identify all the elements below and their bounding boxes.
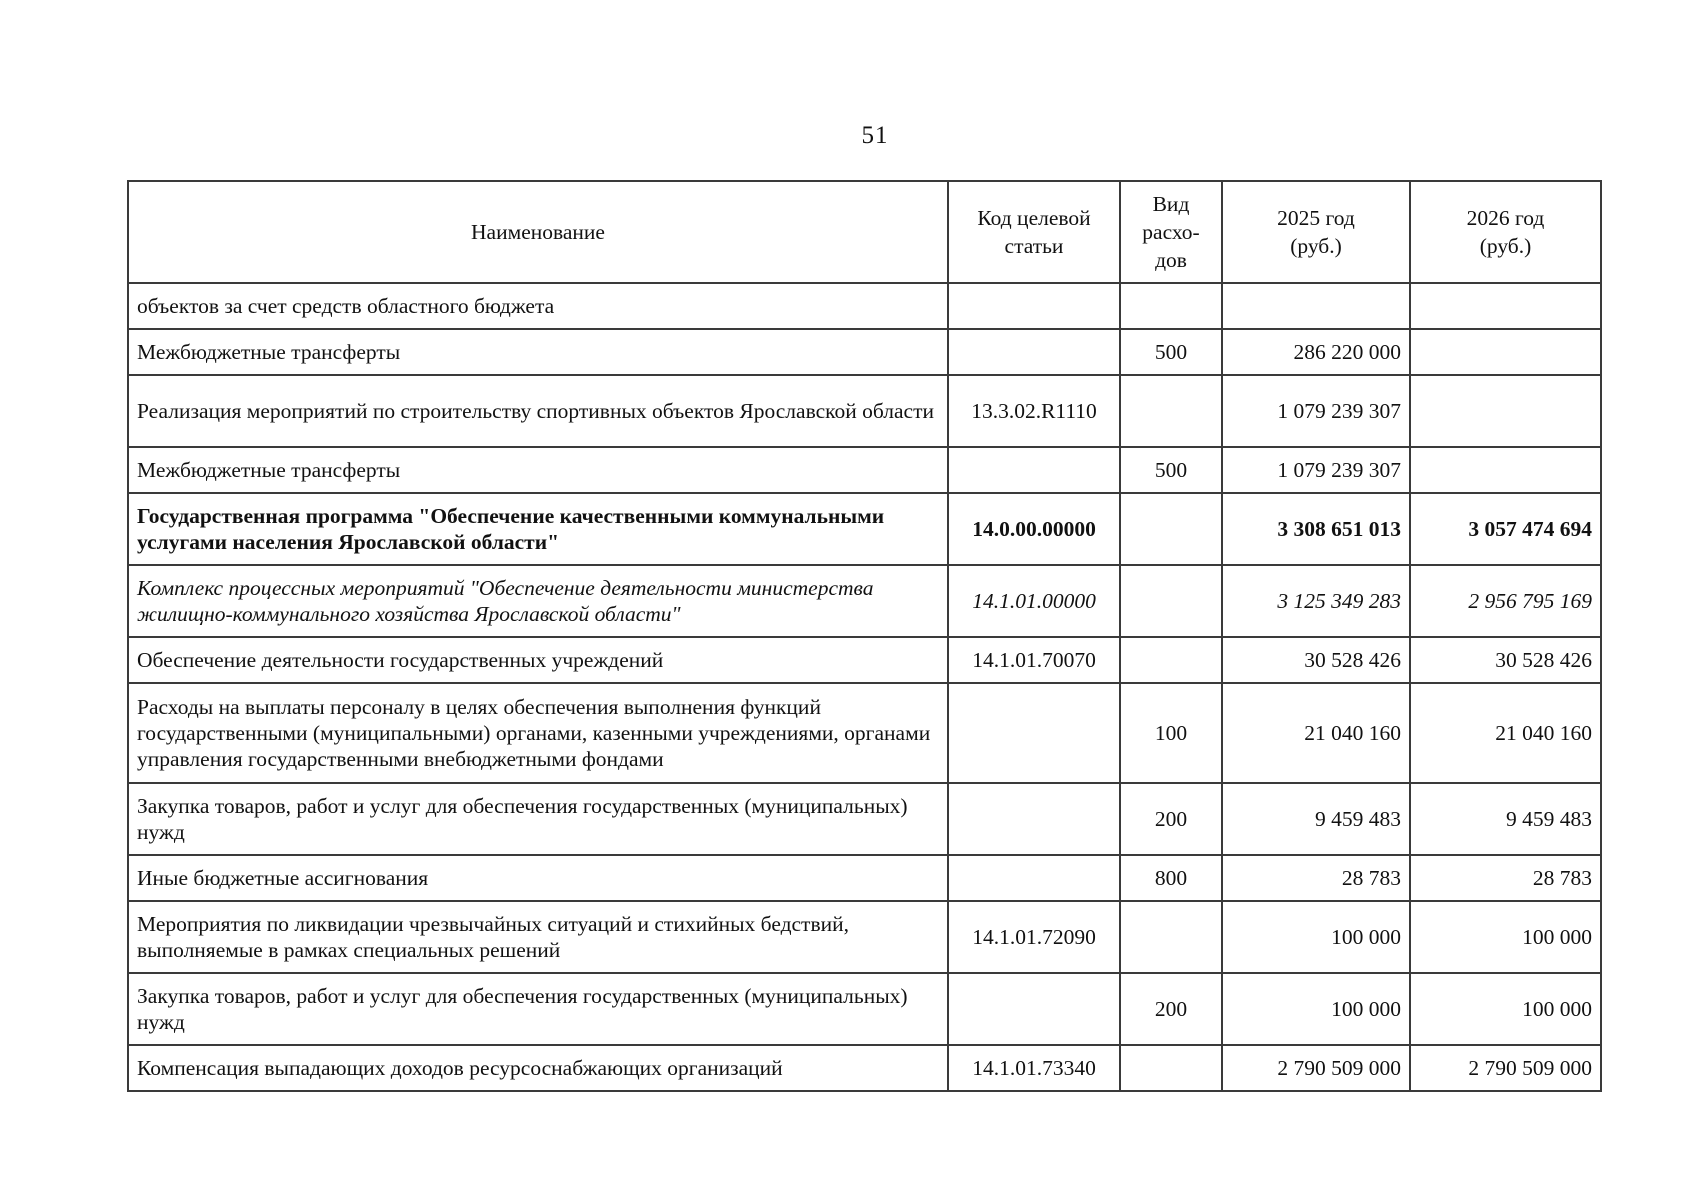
row-2026 <box>1410 447 1601 493</box>
row-2026 <box>1410 375 1601 447</box>
header-2026: 2026 год (руб.) <box>1410 181 1601 283</box>
row-name: Межбюджетные трансферты <box>128 329 948 375</box>
page-number: 51 <box>861 122 889 149</box>
row-2026: 9 459 483 <box>1410 783 1601 855</box>
row-code <box>948 973 1120 1045</box>
row-2026 <box>1410 283 1601 329</box>
row-code <box>948 283 1120 329</box>
row-name: Иные бюджетные ассигнования <box>128 855 948 901</box>
row-2025: 1 079 239 307 <box>1222 375 1410 447</box>
budget-table <box>127 180 1602 1092</box>
row-2026: 21 040 160 <box>1410 683 1601 783</box>
row-kind <box>1120 1045 1222 1091</box>
row-2026: 28 783 <box>1410 855 1601 901</box>
row-code <box>948 783 1120 855</box>
row-name: Межбюджетные трансферты <box>128 447 948 493</box>
row-kind <box>1120 565 1222 637</box>
row-kind: 800 <box>1120 855 1222 901</box>
header-code: Код целевой статьи <box>948 181 1120 283</box>
table-row <box>128 901 1601 973</box>
row-kind <box>1120 637 1222 683</box>
table-row <box>128 283 1601 329</box>
header-name: Наименование <box>128 181 948 283</box>
row-code <box>948 447 1120 493</box>
row-kind <box>1120 283 1222 329</box>
row-2025: 100 000 <box>1222 973 1410 1045</box>
row-name: Компенсация выпадающих доходов ресурсоснабжающих организаций <box>128 1045 948 1091</box>
row-2025: 3 125 349 283 <box>1222 565 1410 637</box>
row-name: Закупка товаров, работ и услуг для обеспечения государственных (муниципальных) нужд <box>128 973 948 1045</box>
row-code: 14.1.01.72090 <box>948 901 1120 973</box>
row-code: 13.3.02.R1110 <box>948 375 1120 447</box>
row-code: 14.0.00.00000 <box>948 493 1120 565</box>
row-2026: 30 528 426 <box>1410 637 1601 683</box>
row-kind: 500 <box>1120 329 1222 375</box>
row-2025: 30 528 426 <box>1222 637 1410 683</box>
row-2025: 9 459 483 <box>1222 783 1410 855</box>
row-2025: 2 790 509 000 <box>1222 1045 1410 1091</box>
row-code: 14.1.01.00000 <box>948 565 1120 637</box>
table-row <box>128 783 1601 855</box>
row-kind: 200 <box>1120 973 1222 1045</box>
row-kind <box>1120 375 1222 447</box>
header-2025: 2025 год (руб.) <box>1222 181 1410 283</box>
table-row <box>128 683 1601 783</box>
row-2026: 100 000 <box>1410 901 1601 973</box>
table-row <box>128 565 1601 637</box>
row-2026: 3 057 474 694 <box>1410 493 1601 565</box>
table-row <box>128 329 1601 375</box>
row-name: Реализация мероприятий по строительству спортивных объектов Ярославской области <box>128 375 948 447</box>
row-name: Государственная программа "Обеспечение качественными коммунальными услугами населения Ярославской области" <box>128 493 948 565</box>
row-kind <box>1120 901 1222 973</box>
row-2025: 28 783 <box>1222 855 1410 901</box>
table-row <box>128 493 1601 565</box>
row-2025: 1 079 239 307 <box>1222 447 1410 493</box>
row-2025: 286 220 000 <box>1222 329 1410 375</box>
row-kind <box>1120 493 1222 565</box>
row-2025 <box>1222 283 1410 329</box>
header-kind: Вид расхо- дов <box>1120 181 1222 283</box>
row-code: 14.1.01.73340 <box>948 1045 1120 1091</box>
row-kind: 200 <box>1120 783 1222 855</box>
row-kind: 500 <box>1120 447 1222 493</box>
row-kind: 100 <box>1120 683 1222 783</box>
row-2025: 21 040 160 <box>1222 683 1410 783</box>
table-row <box>128 1045 1601 1091</box>
row-2026: 100 000 <box>1410 973 1601 1045</box>
row-name: Обеспечение деятельности государственных учреждений <box>128 637 948 683</box>
row-name: Комплекс процессных мероприятий "Обеспечение деятельности министерства жилищно-коммунального хозяйства Ярославской области" <box>128 565 948 637</box>
table-row <box>128 637 1601 683</box>
row-2026: 2 956 795 169 <box>1410 565 1601 637</box>
row-code: 14.1.01.70070 <box>948 637 1120 683</box>
row-2026 <box>1410 329 1601 375</box>
table-row <box>128 855 1601 901</box>
row-name: Мероприятия по ликвидации чрезвычайных ситуаций и стихийных бедствий, выполняемые в рамках специальных решений <box>128 901 948 973</box>
row-2025: 100 000 <box>1222 901 1410 973</box>
row-name: Закупка товаров, работ и услуг для обеспечения государственных (муниципальных) нужд <box>128 783 948 855</box>
table-row <box>128 973 1601 1045</box>
row-code <box>948 329 1120 375</box>
row-name: Расходы на выплаты персоналу в целях обеспечения выполнения функций государственными (муниципальными) органами, казенными учреждениями, органами управления государственными внебюджетными фондами <box>128 683 948 783</box>
row-code <box>948 683 1120 783</box>
row-code <box>948 855 1120 901</box>
table-row <box>128 375 1601 447</box>
row-2026: 2 790 509 000 <box>1410 1045 1601 1091</box>
row-name: объектов за счет средств областного бюджета <box>128 283 948 329</box>
table-row <box>128 447 1601 493</box>
table-header-row <box>128 181 1601 283</box>
row-2025: 3 308 651 013 <box>1222 493 1410 565</box>
